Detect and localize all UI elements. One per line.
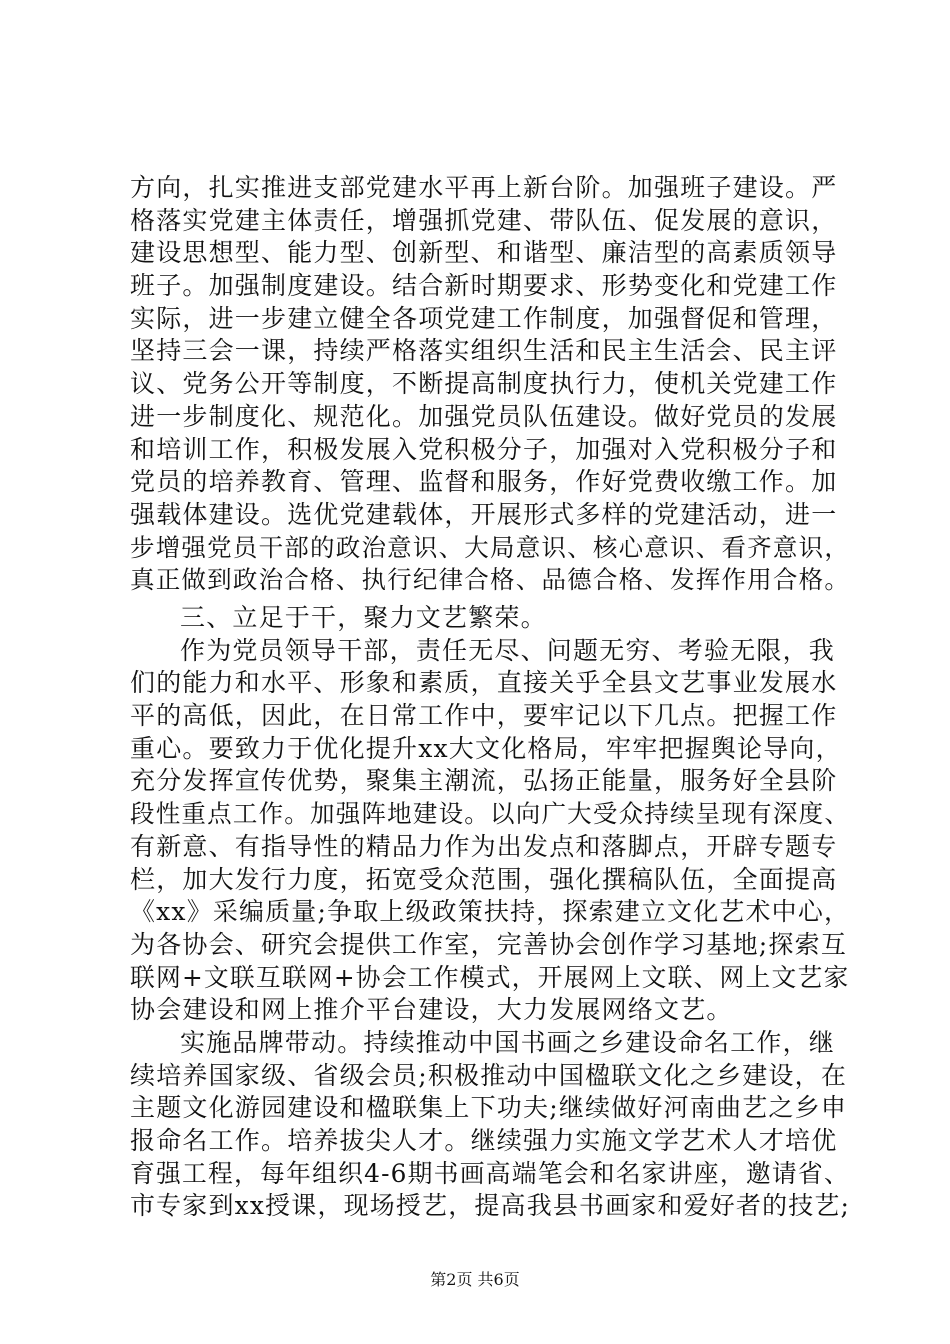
page-number-footer: 第2页 共6页 [430, 1270, 520, 1289]
text-line: 坚持三会一课，持续严格落实组织生活和民主生活会、民主评 [130, 336, 838, 366]
text-line: 实施品牌带动。持续推动中国书画之乡建设命名工作，继 [180, 1027, 836, 1057]
text-line: 方向，扎实推进支部党建水平再上新台阶。加强班子建设。严 [130, 173, 838, 202]
text-line: 党员的培养教育、管理、监督和服务，作好党费收缴工作。加 [130, 467, 838, 497]
text-line: 实际，进一步建立健全各项党建工作制度，加强督促和管理， [130, 303, 838, 333]
text-line: 进一步制度化、规范化。加强党员队伍建设。做好党员的发展 [130, 401, 838, 431]
text-line: 强载体建设。选优党建载体，开展形式多样的党建活动，进一 [130, 499, 838, 529]
paragraph-party-building [130, 172, 850, 597]
text-line: 为各协会、研究会提供工作室，完善协会创作学习基地;探索互 [130, 929, 848, 959]
text-line: 建设思想型、能力型、创新型、和谐型、廉洁型的高素质领导 [130, 238, 838, 268]
text-line: 报命名工作。培养拔尖人才。继续强力实施文学艺术人才培优 [130, 1126, 838, 1155]
text-line: 充分发挥宣传优势，聚集主潮流，弘扬正能量，服务好全县阶 [130, 766, 838, 796]
text-line: 步增强党员干部的政治意识、大局意识、核心意识、看齐意识， [130, 532, 851, 562]
text-line: 市专家到xx授课，现场授艺，提高我县书画家和爱好者的技艺; [130, 1191, 851, 1221]
text-line: 续培养国家级、省级会员;积极推动中国楹联文化之乡建设，在 [130, 1060, 848, 1090]
text-line: 主题文化游园建设和楹联集上下功夫;继续做好河南曲艺之乡申 [130, 1093, 848, 1123]
section-heading: 三、立足于干，聚力文艺繁荣。 [180, 603, 547, 632]
text-line: 栏，加大发行力度，拓宽受众范围，强化撰稿队伍，全面提高 [130, 864, 838, 894]
text-line: 们的能力和水平、形象和素质，直接关乎全县文艺事业发展水 [130, 668, 838, 698]
text-line: 段性重点工作。加强阵地建设。以向广大受众持续呈现有深度、 [130, 799, 851, 829]
text-line: 议、党务公开等制度，不断提高制度执行力，使机关党建工作 [130, 369, 838, 399]
section-three [130, 602, 850, 1223]
text-line: 平的高低，因此，在日常工作中，要牢记以下几点。把握工作 [130, 701, 838, 731]
text-line: 协会建设和网上推介平台建设，大力发展网络文艺。 [130, 995, 733, 1025]
text-line: 格落实党建主体责任，增强抓党建、带队伍、促发展的意识， [130, 205, 838, 235]
text-line: 班子。加强制度建设。结合新时期要求、形势变化和党建工作 [130, 271, 838, 301]
text-line: 育强工程，每年组织4-6期书画高端笔会和名家讲座，邀请省、 [130, 1158, 850, 1188]
text-line: 联网+文联互联网+协会工作模式，开展网上文联、网上文艺家 [130, 962, 850, 992]
text-line: 《xx》采编质量;争取上级政策扶持，探索建立文化艺术中心， [130, 897, 851, 927]
text-line: 有新意、有指导性的精品力作为出发点和落脚点，开辟专题专 [130, 831, 838, 861]
text-line: 和培训工作，积极发展入党积极分子，加强对入党积极分子和 [130, 434, 838, 464]
text-line: 真正做到政治合格、执行纪律合格、品德合格、发挥作用合格。 [130, 565, 851, 595]
text-line: 重心。要致力于优化提升xx大文化格局，牢牢把握舆论导向， [130, 733, 842, 763]
text-line: 作为党员领导干部，责任无尽、问题无穷、考验无限，我 [180, 635, 836, 665]
